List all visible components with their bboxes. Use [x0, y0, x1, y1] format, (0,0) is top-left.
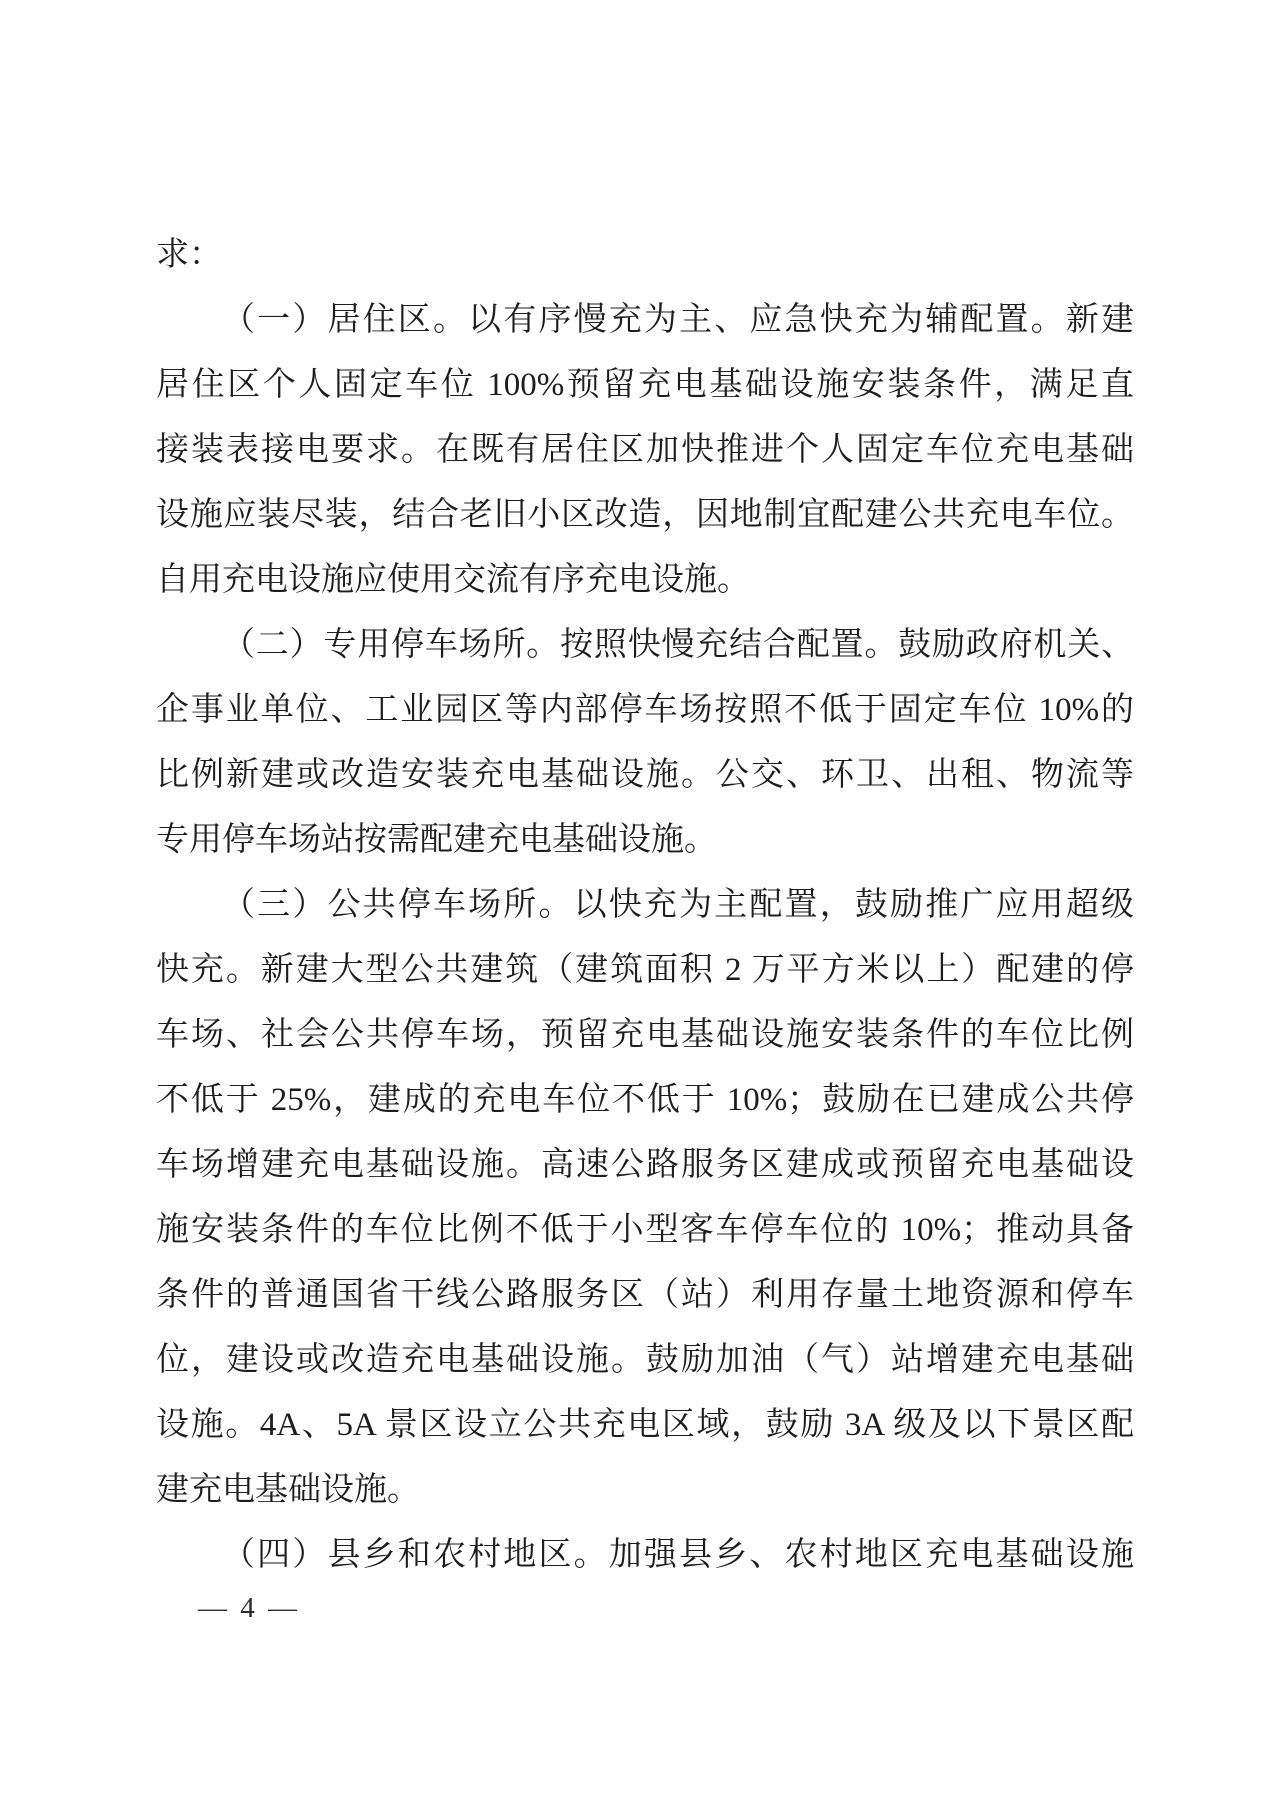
document-line: （三）公共停车场所。以快充为主配置，鼓励推广应用超级: [222, 887, 1134, 923]
document-line: （二）专用停车场所。按照快慢充结合配置。鼓励政府机关、: [222, 627, 1134, 663]
document-line: 求：: [156, 237, 222, 273]
document-line: 设施应装尽装，结合老旧小区改造，因地制宜配建公共充电车位。: [156, 497, 1134, 533]
document-line: 自用充电设施应使用交流有序充电设施。: [156, 562, 750, 598]
document-line: 不低于 25%，建成的充电车位不低于 10%；鼓励在已建成公共停: [156, 1082, 1134, 1118]
document-line: 居住区个人固定车位 100%预留充电基础设施安装条件，满足直: [156, 367, 1134, 403]
document-line: 快充。新建大型公共建筑（建筑面积 2 万平方米以上）配建的停: [156, 952, 1134, 988]
document-line: 专用停车场站按需配建充电基础设施。: [156, 822, 717, 858]
document-line: 位，建设或改造充电基础设施。鼓励加油（气）站增建充电基础: [156, 1342, 1134, 1378]
document-line: 条件的普通国省干线公路服务区（站）利用存量土地资源和停车: [156, 1277, 1134, 1313]
document-line: 车场增建充电基础设施。高速公路服务区建成或预留充电基础设: [156, 1147, 1134, 1183]
document-line: 接装表接电要求。在既有居住区加快推进个人固定车位充电基础: [156, 432, 1134, 468]
document-line: 企事业单位、工业园区等内部停车场按照不低于固定车位 10%的: [156, 692, 1134, 728]
document-line: 设施。4A、5A 景区设立公共充电区域，鼓励 3A 级及以下景区配: [156, 1407, 1134, 1443]
document-line: 车场、社会公共停车场，预留充电基础设施安装条件的车位比例: [156, 1017, 1134, 1053]
document-body: [156, 223, 1134, 1588]
document-line: （一）居住区。以有序慢充为主、应急快充为辅配置。新建: [222, 302, 1134, 338]
page-number: — 4 —: [198, 1592, 300, 1624]
document-line: 建充电基础设施。: [156, 1472, 420, 1508]
document-line: 施安装条件的车位比例不低于小型客车停车位的 10%；推动具备: [156, 1212, 1134, 1248]
document-line: 比例新建或改造安装充电基础设施。公交、环卫、出租、物流等: [156, 757, 1134, 793]
document-line: （四）县乡和农村地区。加强县乡、农村地区充电基础设施: [222, 1537, 1134, 1573]
